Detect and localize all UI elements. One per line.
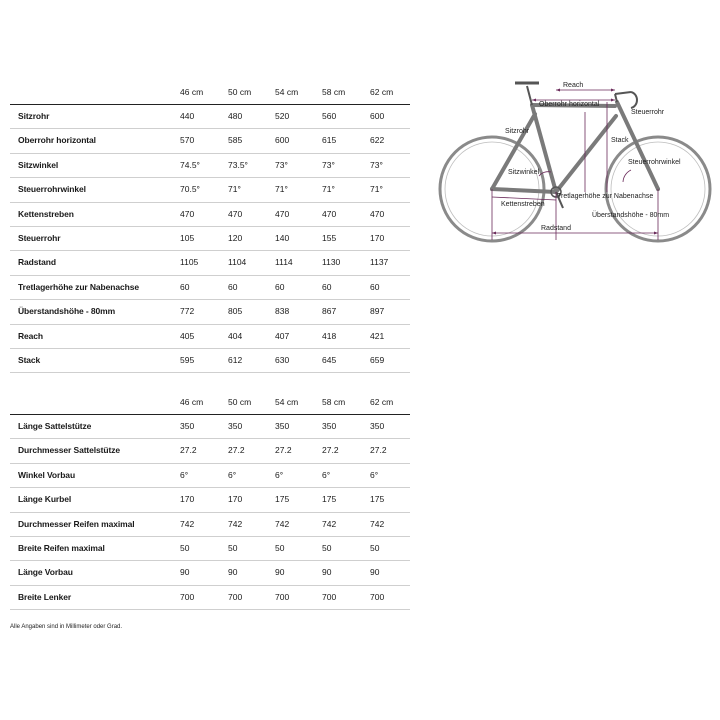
- table-cell: 6°: [370, 469, 379, 480]
- table-cell: 700: [180, 591, 195, 602]
- row-label: Kettenstreben: [18, 208, 74, 219]
- table-cell: 175: [322, 494, 337, 505]
- row-label: Überstandshöhe - 80mm: [18, 306, 116, 317]
- table-cell: 74.5°: [180, 159, 200, 170]
- size-header: 62 cm: [370, 397, 394, 407]
- size-header: 50 cm: [228, 397, 252, 407]
- footnote: Alle Angaben sind in Millimeter oder Grad.: [10, 624, 123, 630]
- table-cell: 622: [370, 135, 385, 146]
- row-label: Sitzrohr: [18, 111, 50, 121]
- table-cell: 630: [275, 354, 290, 365]
- table-cell: 175: [370, 494, 385, 505]
- table-cell: 90: [322, 567, 332, 578]
- table-row: [10, 513, 410, 537]
- table-row: [10, 488, 410, 512]
- table-row: [10, 178, 410, 202]
- table-cell: 90: [180, 567, 190, 578]
- table-cell: 175: [275, 494, 290, 505]
- table-cell: 615: [322, 135, 337, 146]
- row-label: Länge Vorbau: [18, 567, 73, 578]
- table-cell: 70.5°: [180, 184, 200, 195]
- size-header: 62 cm: [370, 87, 394, 97]
- table-cell: 73.5°: [228, 159, 248, 170]
- table-row: [10, 325, 410, 349]
- components-header-row: [10, 390, 410, 415]
- table-cell: 50: [180, 542, 190, 553]
- table-cell: 60: [322, 281, 332, 292]
- table-cell: 480: [228, 111, 243, 121]
- size-header: 58 cm: [322, 397, 346, 407]
- table-cell: 73°: [322, 159, 335, 170]
- table-row: [10, 349, 410, 373]
- table-cell: 105: [180, 232, 195, 243]
- radstand-label: Radstand: [541, 225, 571, 232]
- kettenstreben-label: Kettenstreben: [501, 201, 545, 208]
- table-cell: 700: [322, 591, 337, 602]
- table-cell: 71°: [275, 184, 288, 195]
- row-label: Tretlagerhöhe zur Nabenachse: [18, 281, 139, 292]
- table-cell: 867: [322, 306, 337, 317]
- row-label: Sitzwinkel: [18, 159, 59, 170]
- table-cell: 585: [228, 135, 243, 146]
- table-row: [10, 439, 410, 463]
- table-row: [10, 105, 410, 129]
- table-cell: 1137: [370, 257, 389, 268]
- table-cell: 700: [370, 591, 385, 602]
- size-header: 50 cm: [228, 87, 252, 97]
- table-cell: 612: [228, 354, 243, 365]
- row-label: Reach: [18, 330, 44, 341]
- row-label: Winkel Vorbau: [18, 469, 76, 480]
- row-label: Steuerrohr: [18, 232, 61, 243]
- tretlagerhoehe-label: Tretlagerhöhe zur Nabenachse: [557, 193, 654, 200]
- table-cell: 50: [275, 542, 285, 553]
- table-row: [10, 227, 410, 251]
- components-table: [10, 390, 410, 610]
- table-cell: 90: [370, 567, 380, 578]
- table-cell: 470: [322, 208, 337, 219]
- table-cell: 60: [228, 281, 238, 292]
- table-row: [10, 300, 410, 324]
- table-cell: 71°: [322, 184, 335, 195]
- table-cell: 470: [180, 208, 195, 219]
- table-cell: 350: [228, 421, 243, 431]
- table-cell: 90: [228, 567, 238, 578]
- row-label: Stack: [18, 354, 41, 365]
- table-cell: 700: [228, 591, 243, 602]
- row-label: Steuerrohrwinkel: [18, 184, 86, 195]
- table-cell: 60: [180, 281, 190, 292]
- table-row: [10, 129, 410, 153]
- table-cell: 71°: [370, 184, 383, 195]
- steuerrohr-label: Steuerrohr: [631, 109, 665, 116]
- row-label: Breite Lenker: [18, 591, 72, 602]
- table-cell: 170: [370, 232, 385, 243]
- table-cell: 600: [275, 135, 290, 146]
- table-cell: 897: [370, 306, 385, 317]
- table-cell: 350: [370, 421, 385, 431]
- table-cell: 170: [180, 494, 195, 505]
- geometry-table: [10, 80, 410, 373]
- table-cell: 27.2: [275, 445, 292, 456]
- table-row: [10, 154, 410, 178]
- table-cell: 140: [275, 232, 290, 243]
- geometry-table-body: [10, 105, 410, 373]
- table-cell: 50: [370, 542, 380, 553]
- sitzwinkel-label: Sitzwinkel: [508, 169, 540, 176]
- table-row: [10, 415, 410, 439]
- geometry-header-row: [10, 80, 410, 105]
- table-cell: 1104: [228, 257, 247, 268]
- table-cell: 570: [180, 135, 195, 146]
- stack-label: Stack: [611, 137, 629, 144]
- row-label: Radstand: [18, 257, 56, 268]
- table-cell: 27.2: [322, 445, 339, 456]
- size-header: 54 cm: [275, 397, 299, 407]
- table-cell: 805: [228, 306, 243, 317]
- table-cell: 1105: [180, 257, 199, 268]
- table-cell: 418: [322, 330, 337, 341]
- size-header: 46 cm: [180, 397, 204, 407]
- steuerrohrwinkel-label: Steuerrohrwinkel: [628, 159, 681, 166]
- table-cell: 421: [370, 330, 385, 341]
- table-cell: 470: [228, 208, 243, 219]
- table-cell: 155: [322, 232, 337, 243]
- table-cell: 73°: [275, 159, 288, 170]
- table-cell: 27.2: [228, 445, 245, 456]
- reach-label: Reach: [563, 82, 584, 89]
- table-cell: 645: [322, 354, 337, 365]
- table-cell: 405: [180, 330, 195, 341]
- table-cell: 50: [322, 542, 332, 553]
- table-cell: 404: [228, 330, 243, 341]
- table-cell: 6°: [275, 469, 284, 480]
- table-cell: 600: [370, 111, 385, 121]
- table-cell: 1114: [275, 257, 293, 268]
- table-cell: 6°: [322, 469, 331, 480]
- size-header: 58 cm: [322, 87, 346, 97]
- table-row: [10, 464, 410, 488]
- table-cell: 659: [370, 354, 385, 365]
- table-cell: 350: [322, 421, 337, 431]
- table-cell: 742: [370, 518, 385, 529]
- row-label: Durchmesser Reifen maximal: [18, 518, 135, 529]
- size-header: 46 cm: [180, 87, 204, 97]
- table-row: [10, 586, 410, 610]
- table-cell: 27.2: [370, 445, 387, 456]
- table-cell: 407: [275, 330, 290, 341]
- table-cell: 60: [370, 281, 380, 292]
- table-cell: 71°: [228, 184, 241, 195]
- table-row: [10, 561, 410, 585]
- table-cell: 520: [275, 111, 290, 121]
- table-cell: 6°: [228, 469, 237, 480]
- oberrohr-horizontal-label: Oberrohr horizontal: [539, 101, 600, 108]
- table-cell: 27.2: [180, 445, 197, 456]
- table-cell: 50: [228, 542, 238, 553]
- table-cell: 60: [275, 281, 285, 292]
- row-label: Oberrohr horizontal: [18, 135, 96, 146]
- table-cell: 838: [275, 306, 290, 317]
- table-cell: 772: [180, 306, 195, 317]
- table-cell: 6°: [180, 469, 189, 480]
- table-cell: 350: [180, 421, 195, 431]
- table-cell: 742: [180, 518, 195, 529]
- table-cell: 90: [275, 567, 285, 578]
- table-cell: 350: [275, 421, 290, 431]
- table-cell: 73°: [370, 159, 383, 170]
- table-cell: 470: [275, 208, 290, 219]
- table-cell: 742: [275, 518, 290, 529]
- table-row: [10, 276, 410, 300]
- table-cell: 170: [228, 494, 243, 505]
- table-row: [10, 537, 410, 561]
- row-label: Durchmesser Sattelstütze: [18, 445, 120, 456]
- table-cell: 595: [180, 354, 195, 365]
- table-cell: 700: [275, 591, 290, 602]
- row-label: Länge Sattelstütze: [18, 421, 92, 431]
- sitzrohr-label: Sitzrohr: [505, 128, 530, 135]
- table-cell: 742: [228, 518, 243, 529]
- row-label: Länge Kurbel: [18, 494, 72, 505]
- row-label: Breite Reifen maximal: [18, 542, 105, 553]
- table-cell: 120: [228, 232, 243, 243]
- table-cell: 470: [370, 208, 385, 219]
- table-cell: 742: [322, 518, 337, 529]
- table-cell: 440: [180, 111, 195, 121]
- components-table-body: [10, 415, 410, 610]
- bike-geometry-diagram: [435, 72, 715, 247]
- table-cell: 560: [322, 111, 337, 121]
- ueberstandshoehe-label: Überstandshöhe - 80mm: [592, 212, 670, 219]
- size-header: 54 cm: [275, 87, 299, 97]
- table-row: [10, 251, 410, 275]
- table-cell: 1130: [322, 257, 341, 268]
- table-row: [10, 203, 410, 227]
